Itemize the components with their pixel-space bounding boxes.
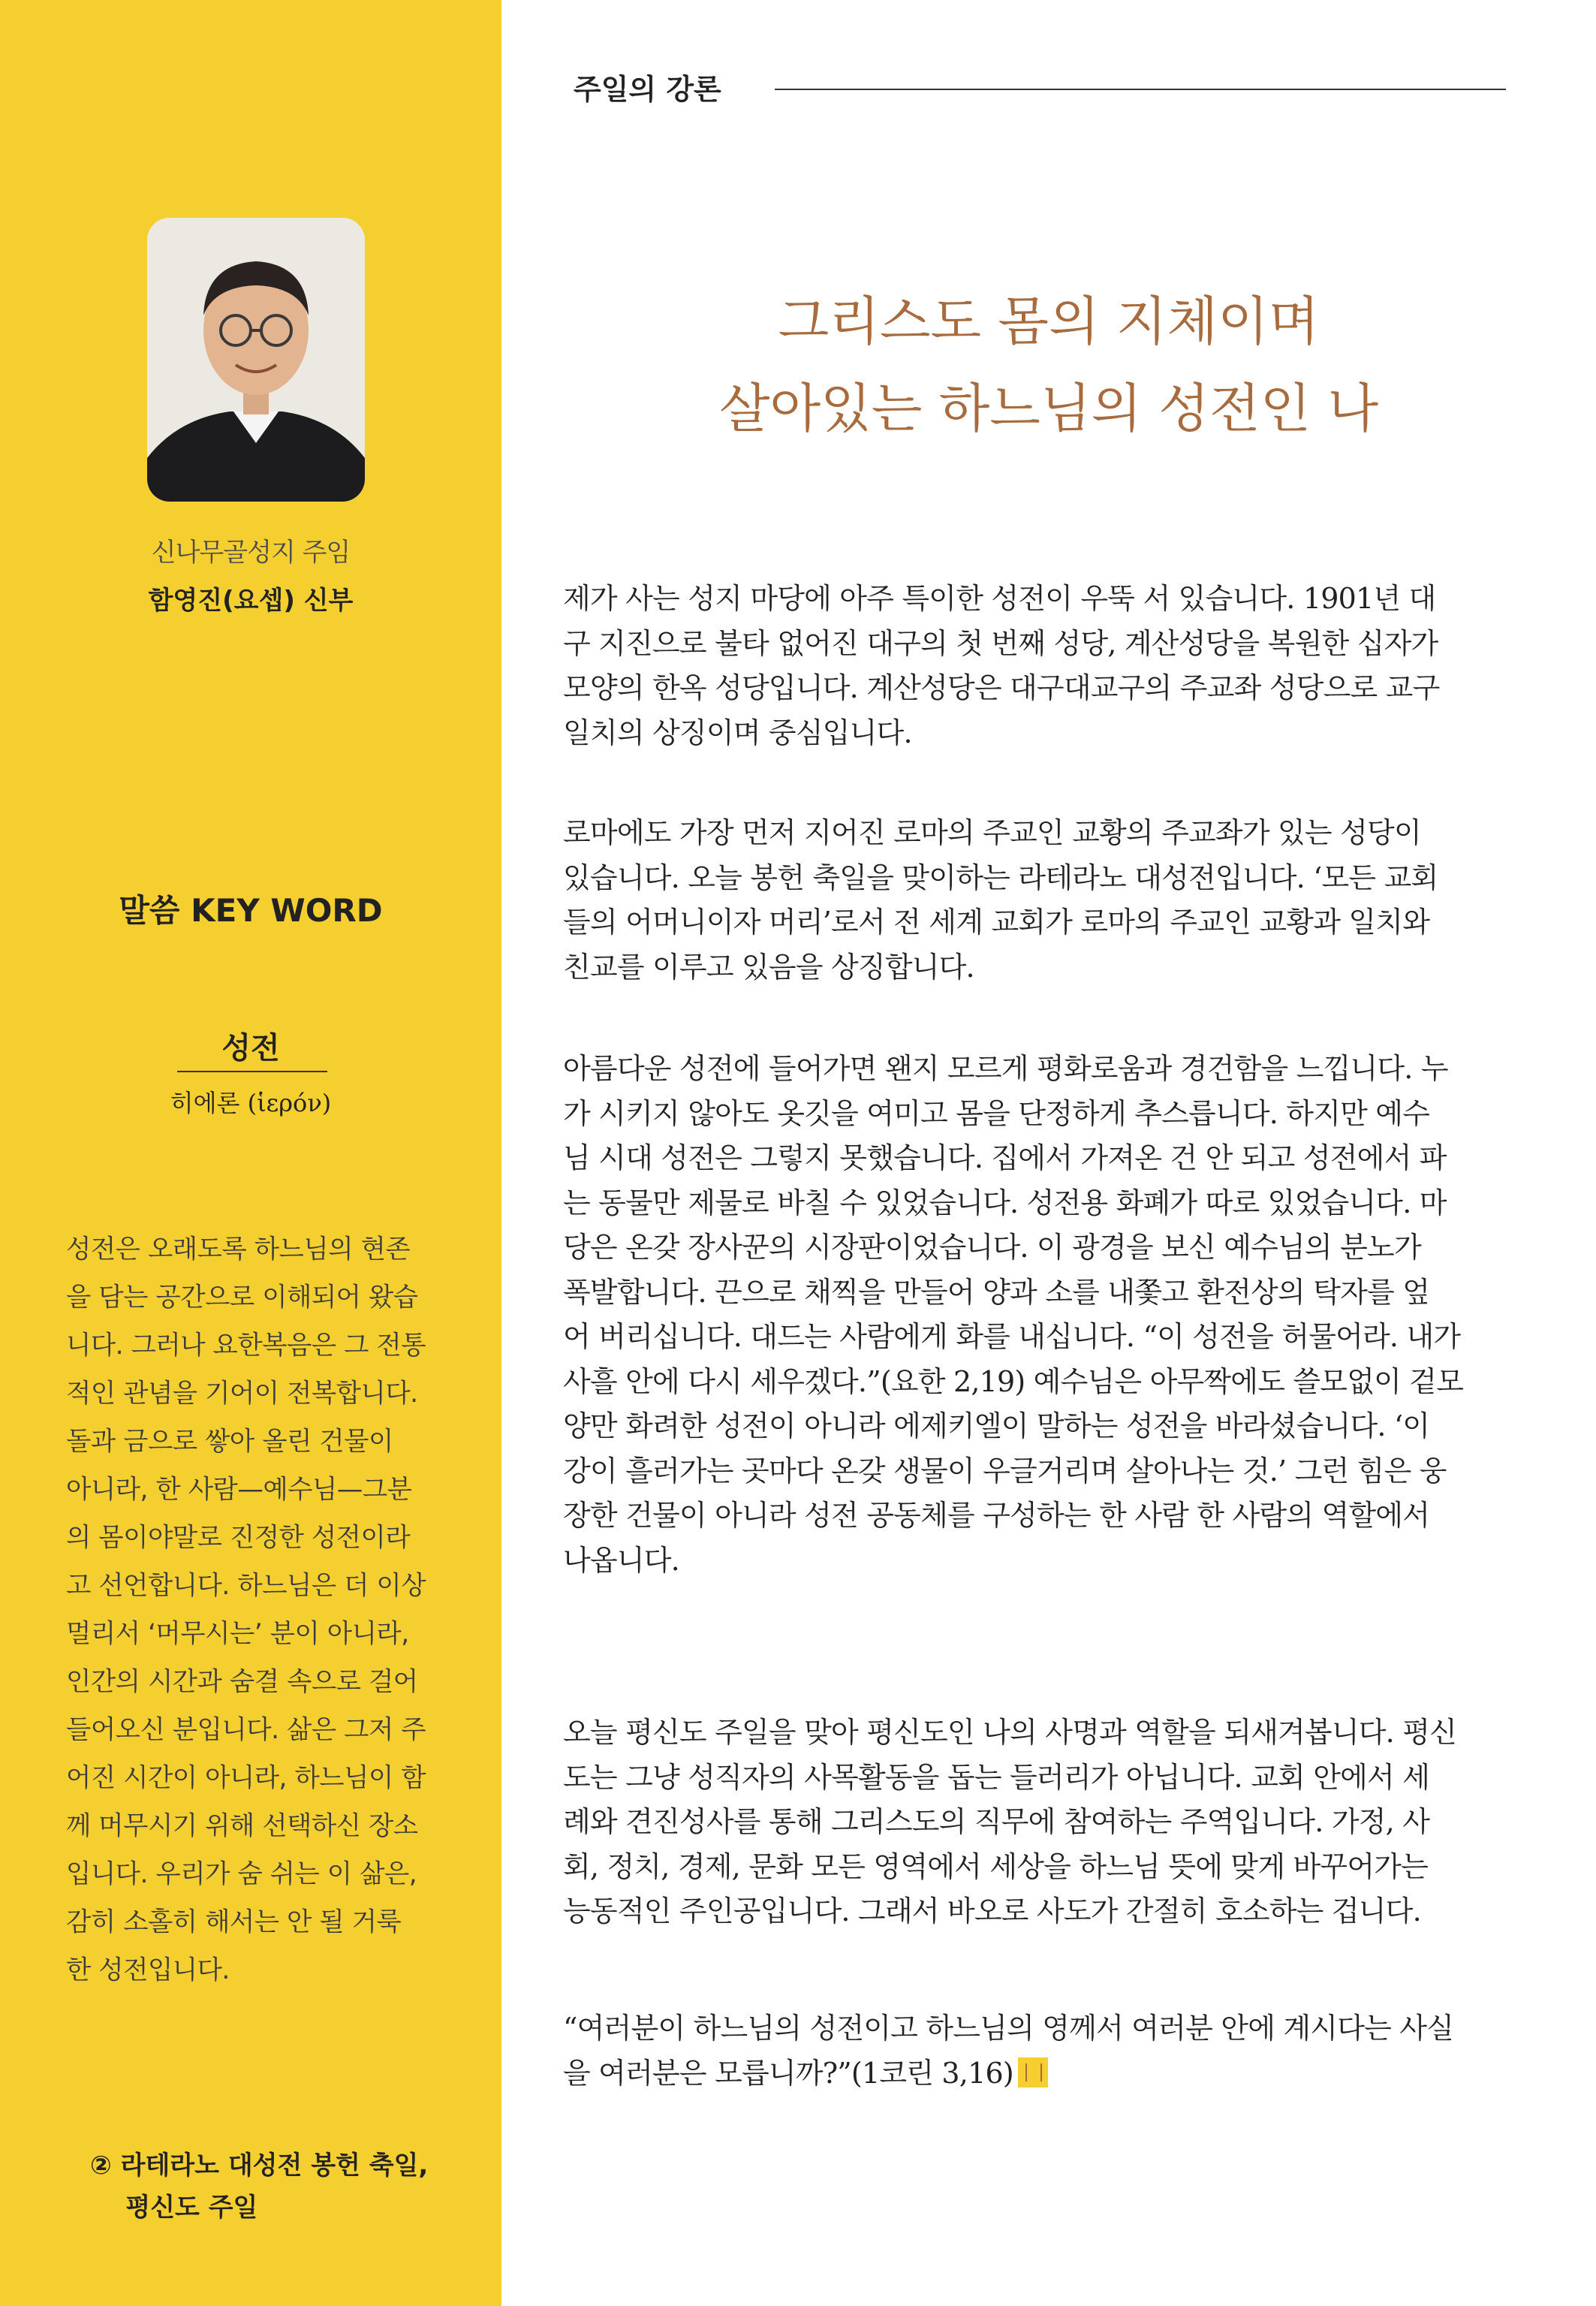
closing-quote-text: “여러분이 하느님의 성전이고 하느님의 영께서 여러분 안에 계시다는 사실 을 여러분은 모릅니까?”(1코린 3,16): [563, 2012, 1454, 2090]
keyword-divider: [177, 1071, 327, 1072]
body-paragraph: 오늘 평신도 주일을 맞아 평신도인 나의 사명과 역할을 되새겨봅니다. 평신 도는 그냥 성직자의 사목활동을 돕는 들러리가 아닙니다. 교회 안에서 세 례와 견진성사를 통해 그리스도의 직무에 참여하는 주역입니다. 가정, 사 회, 정치, 경제, 문화 모든 영역에서 세상을 하느님 뜻에 맞게 바꾸어가는 능동적인 주인공입니다. 그래서 바오로 사도가 간절히 호소하는 겁니다.: [563, 1716, 1457, 1928]
closing-quote: [563, 2006, 1509, 2096]
liturgical-occasion: ② 라테라노 대성전 봉헌 축일, 평신도 주일: [90, 2151, 429, 2223]
body-paragraph: 제가 사는 성지 마당에 아주 특이한 성전이 우뚝 서 있습니다. 1901년 대 구 지진으로 불타 없어진 대구의 첫 번째 성당, 계산성당을 복원한 십자가 모양의 한옥 성당입니다. 계산성당은 대구대교구의 주교좌 성당으로 교구 일치의 상징이며 중심입니다.: [563, 582, 1440, 749]
article-title: 그리스도 몸의 지체이며 살아있는 하느님의 성전인 나: [718, 291, 1379, 439]
section-label: 주일의 강론: [574, 73, 721, 106]
body-paragraph: 로마에도 가장 먼저 지어진 로마의 주교인 교황의 주교좌가 있는 성당이 있습니다. 오늘 봉헌 축일을 맞이하는 라테라노 대성전입니다. ‘모든 교회 들의 어머니이자 머리’로서 전 세계 교회가 로마의 주교인 교황과 일치와 친교를 이루고 있음을 상징합니다.: [563, 816, 1438, 984]
end-mark-icon: [1018, 2057, 1048, 2087]
author-name: 함영진(요셉) 신부: [148, 586, 354, 616]
keyword-term: 성전: [221, 1031, 280, 1066]
keyword-description: 성전은 오래도록 하느님의 현존 을 담는 공간으로 이해되어 왔습 니다. 그러나 요한복음은 그 전통 적인 관념을 기어이 전복합니다. 돌과 금으로 쌓아 올린 건물이 아니라, 한 사람—예수님—그분 의 몸이야말로 진정한 성전이라 고 선언합니다. 하느님은 더 이상 멀리서 ‘머무시는’ 분이 아니라, 인간의 시간과 숨결 속으로 걸어 들어오신 분입니다. 삶은 그저 주 어진 시간이 아니라, 하느님이 함 께 머무시기 위해 선택하신 장소 입니다. 우리가 숨 쉬는 이 삶은, 감히 소홀히 해서는 안 될 거룩 한 성전입니다.: [66, 1234, 426, 1985]
author-photo: [147, 218, 365, 502]
sidebar: [0, 0, 501, 2306]
author-role: 신나무골성지 주임: [151, 538, 351, 568]
body-paragraph: 아름다운 성전에 들어가면 왠지 모르게 평화로움과 경건함을 느낍니다. 누 가 시키지 않아도 옷깃을 여미고 몸을 단정하게 추스릅니다. 하지만 예수 님 시대 성전은 그렇지 못했습니다. 집에서 가져온 건 안 되고 성전에서 파 는 동물만 제물로 바칠 수 있었습니다. 성전용 화폐가 따로 있었습니다. 마 당은 온갖 장사꾼의 시장판이었습니다. 이 광경을 보신 예수님의 분노가 폭발합니다. 끈으로 채찍을 만들어 양과 소를 내쫓고 환전상의 탁자를 엎 어 버리십니다. 대드는 사람에게 화를 내십니다. “이 성전을 허물어라. 내가 사흘 안에 다시 세우겠다.”(요한 2,19) 예수님은 아무짝에도 쓸모없이 겉모 양만 화려한 성전이 아니라 에제키엘이 말하는 성전을 바라셨습니다. ‘이 강이 흘러가는 곳마다 온갖 생물이 우글거리며 살아나는 것.’ 그런 힘은 웅 장한 건물이 아니라 성전 공동체를 구성하는 한 사람 한 사람의 역할에서 나옵니다.: [563, 1052, 1464, 1577]
keyword-greek: 히에론 (ἱερόν): [170, 1089, 332, 1117]
author-photo-illustration: [147, 218, 365, 502]
keyword-heading: 말씀 KEY WORD: [119, 892, 383, 929]
section-divider: [775, 89, 1506, 90]
